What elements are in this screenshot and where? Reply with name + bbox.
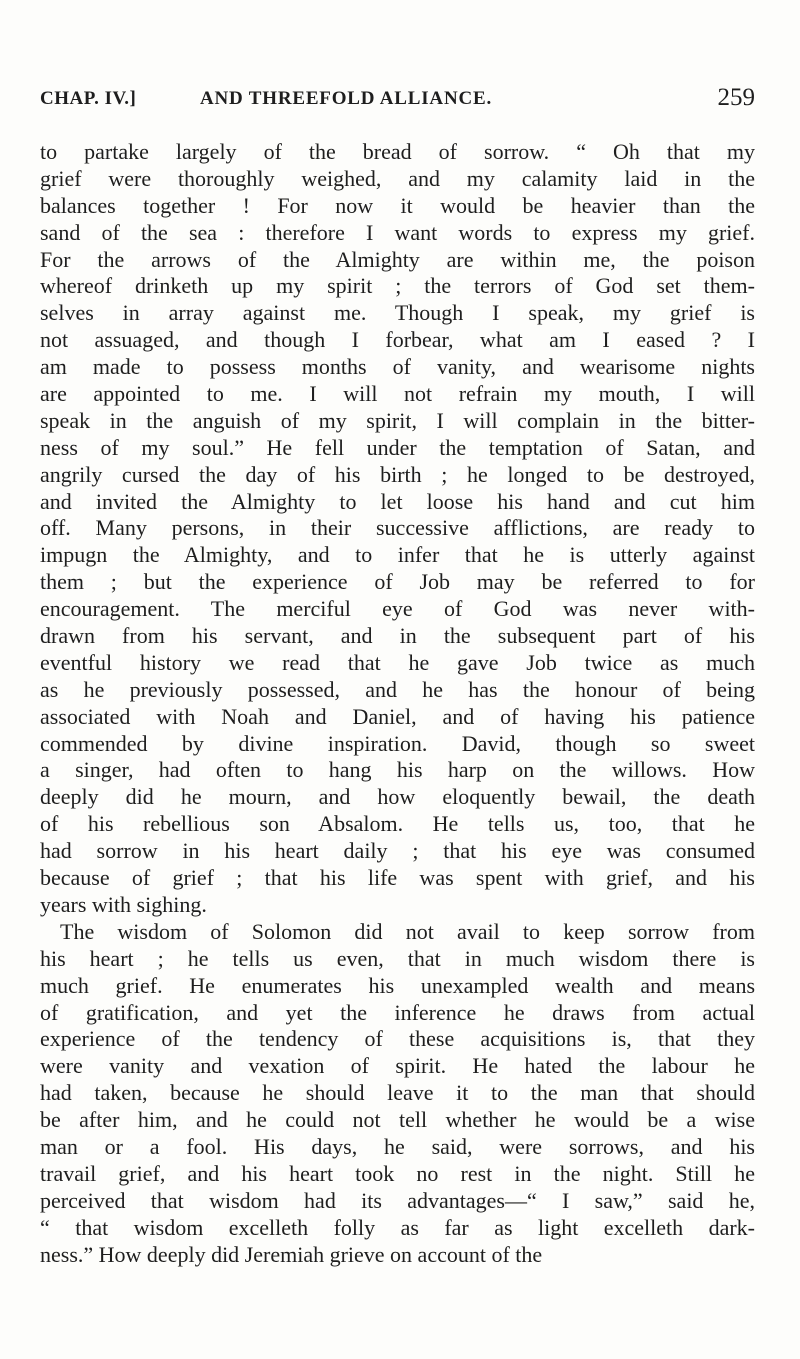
- text-line: commended by divine inspiration. David, though so sweet: [40, 730, 755, 756]
- running-title: AND THREEFOLD ALLIANCE.: [200, 88, 493, 109]
- running-head: [40, 84, 755, 122]
- text-line: of his rebellious son Absalom. He tells us, too, that he: [40, 811, 755, 837]
- text-line: impugn the Almighty, and to infer that he is utterly against: [40, 542, 755, 568]
- paragraph-end-line: years with sighing.: [40, 891, 207, 917]
- text-line: had sorrow in his heart daily ; that his eye was consumed: [40, 838, 755, 864]
- text-line: ness.” How deeply did Jeremiah grieve on account of the: [40, 1241, 543, 1267]
- text-line: encouragement. The merciful eye of God was never with-: [40, 596, 755, 622]
- paragraph-start-line: The wisdom of Solomon did not avail to keep sorrow from: [60, 918, 755, 944]
- text-line: much grief. He enumerates his unexampled wealth and means: [40, 972, 755, 998]
- text-line: eventful history we read that he gave Job twice as much: [40, 649, 755, 675]
- text-line: his heart ; he tells us even, that in much wisdom there is: [40, 945, 755, 971]
- text-line: whereof drinketh up my spirit ; the terrors of God set them-: [40, 273, 755, 299]
- text-line: because of grief ; that his life was spent with grief, and his: [40, 865, 755, 891]
- text-line: be after him, and he could not tell whether he would be a wise: [40, 1107, 755, 1133]
- text-line: drawn from his servant, and in the subsequent part of his: [40, 623, 755, 649]
- text-line: man or a fool. His days, he said, were sorrows, and his: [40, 1133, 755, 1159]
- text-line: associated with Noah and Daniel, and of having his patience: [40, 703, 755, 729]
- text-line: grief were thoroughly weighed, and my calamity laid in the: [40, 165, 755, 191]
- text-line: angrily cursed the day of his birth ; he longed to be destroyed,: [40, 461, 755, 487]
- text-line: off. Many persons, in their successive afflictions, are ready to: [40, 515, 755, 541]
- text-line: For the arrows of the Almighty are within me, the poison: [40, 246, 755, 272]
- text-line: perceived that wisdom had its advantages—“ I saw,” said he,: [40, 1187, 755, 1213]
- page-number: 259: [717, 84, 755, 111]
- text-line: sand of the sea : therefore I want words to express my grief.: [40, 219, 755, 245]
- text-line: were vanity and vexation of spirit. He hated the labour he: [40, 1053, 755, 1079]
- text-line: travail grief, and his heart took no rest in the night. Still he: [40, 1160, 755, 1186]
- text-line: balances together ! For now it would be heavier than the: [40, 192, 755, 218]
- text-line: and invited the Almighty to let loose his hand and cut him: [40, 488, 755, 514]
- text-line: to partake largely of the bread of sorrow. “ Oh that my: [40, 139, 755, 164]
- text-line: ness of my soul.” He fell under the temptation of Satan, and: [40, 434, 755, 460]
- text-line: speak in the anguish of my spirit, I will complain in the bitter-: [40, 407, 755, 433]
- text-line: them ; but the experience of Job may be referred to for: [40, 569, 755, 595]
- text-line: am made to possess months of vanity, and wearisome nights: [40, 354, 755, 380]
- text-line: are appointed to me. I will not refrain my mouth, I will: [40, 381, 755, 407]
- text-line: as he previously possessed, and he has the honour of being: [40, 676, 755, 702]
- text-line: a singer, had often to hang his harp on the willows. How: [40, 757, 755, 783]
- text-line: had taken, because he should leave it to the man that should: [40, 1080, 755, 1106]
- text-line: not assuaged, and though I forbear, what am I eased ? I: [40, 327, 755, 353]
- text-line: of gratification, and yet the inference he draws from actual: [40, 999, 755, 1025]
- body-text: [40, 139, 755, 1268]
- text-line: selves in array against me. Though I speak, my grief is: [40, 300, 755, 326]
- chapter-label: CHAP. IV.]: [40, 88, 137, 109]
- text-line: “ that wisdom excelleth folly as far as light excelleth dark-: [40, 1214, 755, 1240]
- text-line: deeply did he mourn, and how eloquently bewail, the death: [40, 784, 755, 810]
- text-line: experience of the tendency of these acquisitions is, that they: [40, 1026, 755, 1052]
